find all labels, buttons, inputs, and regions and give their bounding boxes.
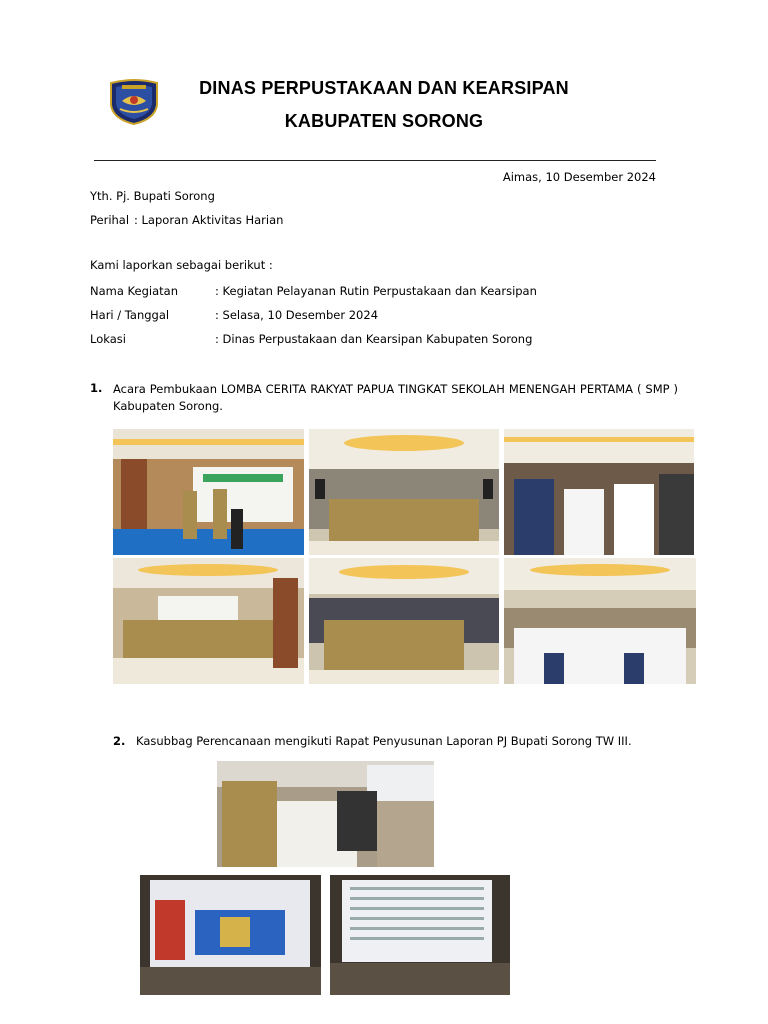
header-title-line1: DINAS PERPUSTAKAAN DAN KEARSIPAN [199, 78, 569, 98]
field-label: Hari / Tanggal [90, 308, 170, 322]
field-value: : Selasa, 10 Desember 2024 [215, 308, 379, 322]
field-label: Lokasi [90, 332, 126, 346]
intro-text: Kami laporkan sebagai berikut : [90, 258, 273, 272]
event-photo [309, 558, 499, 684]
place-date: Aimas, 10 Desember 2024 [502, 170, 656, 184]
subject-value: : Laporan Aktivitas Harian [134, 213, 284, 227]
field-label: Nama Kegiatan [90, 284, 178, 298]
subject-label: Perihal [90, 213, 130, 227]
event-photo [309, 429, 499, 555]
item-number: 1. [90, 381, 103, 395]
item-text: Acara Pembukaan LOMBA CERITA RAKYAT PAPUA TINGKAT SEKOLAH MENENGAH PERTAMA ( SMP ) Kabupaten Sorong. [113, 382, 678, 413]
meeting-photo [330, 875, 510, 995]
event-photo [504, 558, 696, 684]
item-text: Kasubbag Perencanaan mengikuti Rapat Penyusunan Laporan PJ Bupati Sorong TW III. [136, 734, 632, 748]
meeting-photo [217, 761, 434, 867]
event-photo [113, 558, 304, 684]
field-value: : Dinas Perpustakaan dan Kearsipan Kabupaten Sorong [215, 332, 533, 346]
header-divider [94, 160, 656, 161]
event-photo [113, 429, 304, 555]
recipient: Yth. Pj. Bupati Sorong [90, 189, 215, 203]
header-title-line2: KABUPATEN SORONG [284, 111, 484, 131]
event-photo [504, 429, 694, 555]
meeting-photo [140, 875, 321, 995]
field-value: : Kegiatan Pelayanan Rutin Perpustakaan dan Kearsipan [215, 284, 537, 298]
item-number: 2. [113, 734, 126, 748]
